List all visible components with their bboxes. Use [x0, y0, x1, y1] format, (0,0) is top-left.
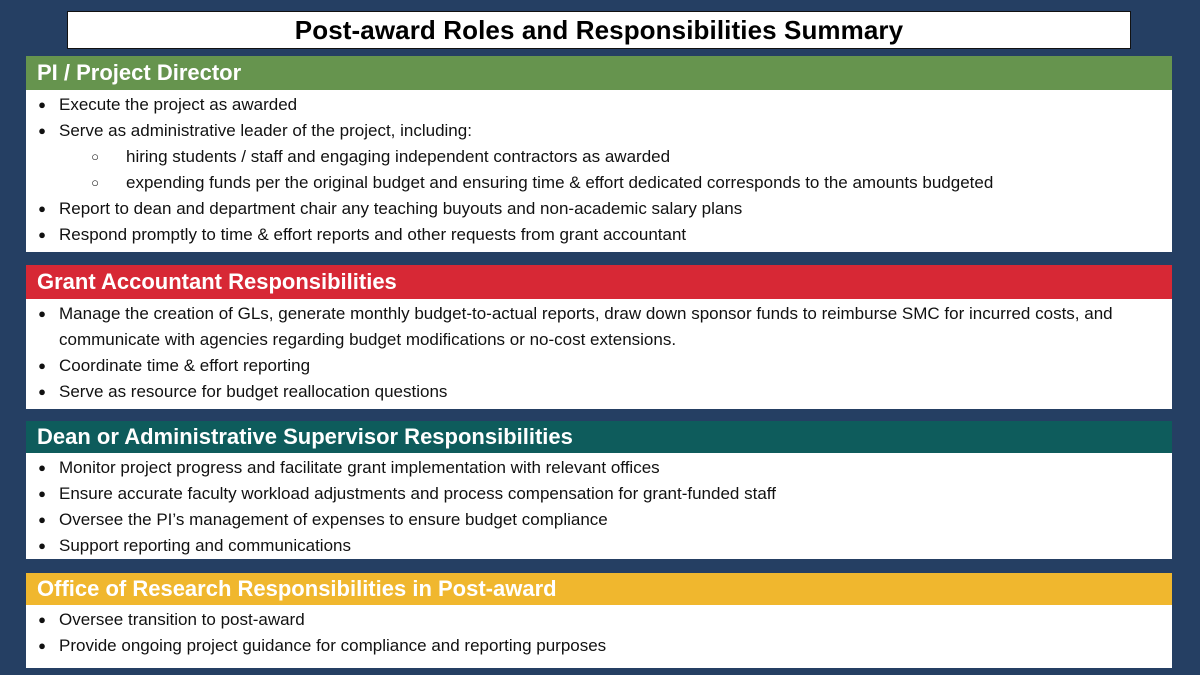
list-item	[26, 353, 1172, 379]
list-item	[26, 92, 1172, 118]
bullet-icon: ●	[38, 97, 46, 112]
bullet-icon: ●	[38, 612, 46, 627]
bullet-icon: ●	[38, 201, 46, 216]
list-item	[26, 633, 1172, 659]
list-item	[26, 533, 1172, 559]
bullet-icon: ●	[38, 123, 46, 138]
section-body	[26, 453, 1172, 559]
list-item	[26, 607, 1172, 633]
item-text: Report to dean and department chair any teaching buyouts and non-academic salary plans	[59, 199, 743, 218]
item-text: Ensure accurate faculty workload adjustments and process compensation for grant-funded staff	[59, 484, 776, 503]
bullet-icon: ●	[38, 358, 46, 373]
item-text: Execute the project as awarded	[59, 95, 298, 114]
list-item	[26, 118, 1172, 144]
hollow-bullet-icon: ○	[91, 175, 99, 190]
section-body	[26, 605, 1172, 668]
section-office-of-research	[26, 573, 1172, 668]
list-item	[26, 222, 1172, 248]
item-text: Coordinate time & effort reporting	[59, 356, 311, 375]
bullet-icon: ●	[38, 486, 46, 501]
list-item	[26, 481, 1172, 507]
section-body	[26, 299, 1172, 409]
section-header: PI / Project Director	[26, 56, 1172, 90]
item-text: expending funds per the original budget and ensuring time & effort dedicated corresponds to the amounts budgeted	[126, 173, 994, 192]
item-text: Provide ongoing project guidance for compliance and reporting purposes	[59, 636, 607, 655]
item-text: Monitor project progress and facilitate grant implementation with relevant offices	[59, 458, 660, 477]
section-body	[26, 90, 1172, 252]
bullet-icon: ●	[38, 638, 46, 653]
list-item	[26, 455, 1172, 481]
item-text: Manage the creation of GLs, generate monthly budget-to-actual reports, draw down sponsor funds to reimburse SMC for incurred costs, and communicate with agencies regarding budget modifications or no-cost extensions.	[59, 304, 1113, 349]
item-text: Respond promptly to time & effort reports and other requests from grant accountant	[59, 225, 687, 244]
bullet-icon: ●	[38, 538, 46, 553]
item-text: Serve as resource for budget reallocation questions	[59, 382, 448, 401]
section-header: Grant Accountant Responsibilities	[26, 265, 1172, 299]
bullet-icon: ●	[38, 227, 46, 242]
list-item	[26, 507, 1172, 533]
bullet-icon: ●	[38, 384, 46, 399]
hollow-bullet-icon: ○	[91, 149, 99, 164]
item-text: Oversee the PI’s management of expenses to ensure budget compliance	[59, 510, 608, 529]
sub-list-item	[26, 144, 1172, 170]
list-item	[26, 196, 1172, 222]
sub-list-item	[26, 170, 1172, 196]
section-header: Office of Research Responsibilities in Post-award	[26, 573, 1172, 605]
bullet-icon: ●	[38, 460, 46, 475]
bullet-icon: ●	[38, 306, 46, 321]
section-header: Dean or Administrative Supervisor Responsibilities	[26, 421, 1172, 453]
list-item	[26, 379, 1172, 405]
section-grant-accountant	[26, 265, 1172, 409]
section-dean-supervisor	[26, 421, 1172, 559]
item-text: Serve as administrative leader of the project, including:	[59, 121, 472, 140]
item-text: Oversee transition to post-award	[59, 610, 305, 629]
item-text: hiring students / staff and engaging independent contractors as awarded	[126, 147, 671, 166]
list-item	[26, 301, 1172, 353]
bullet-icon: ●	[38, 512, 46, 527]
page-title: Post-award Roles and Responsibilities Summary	[67, 11, 1131, 49]
section-pi-project-director	[26, 56, 1172, 252]
item-text: Support reporting and communications	[59, 536, 351, 555]
